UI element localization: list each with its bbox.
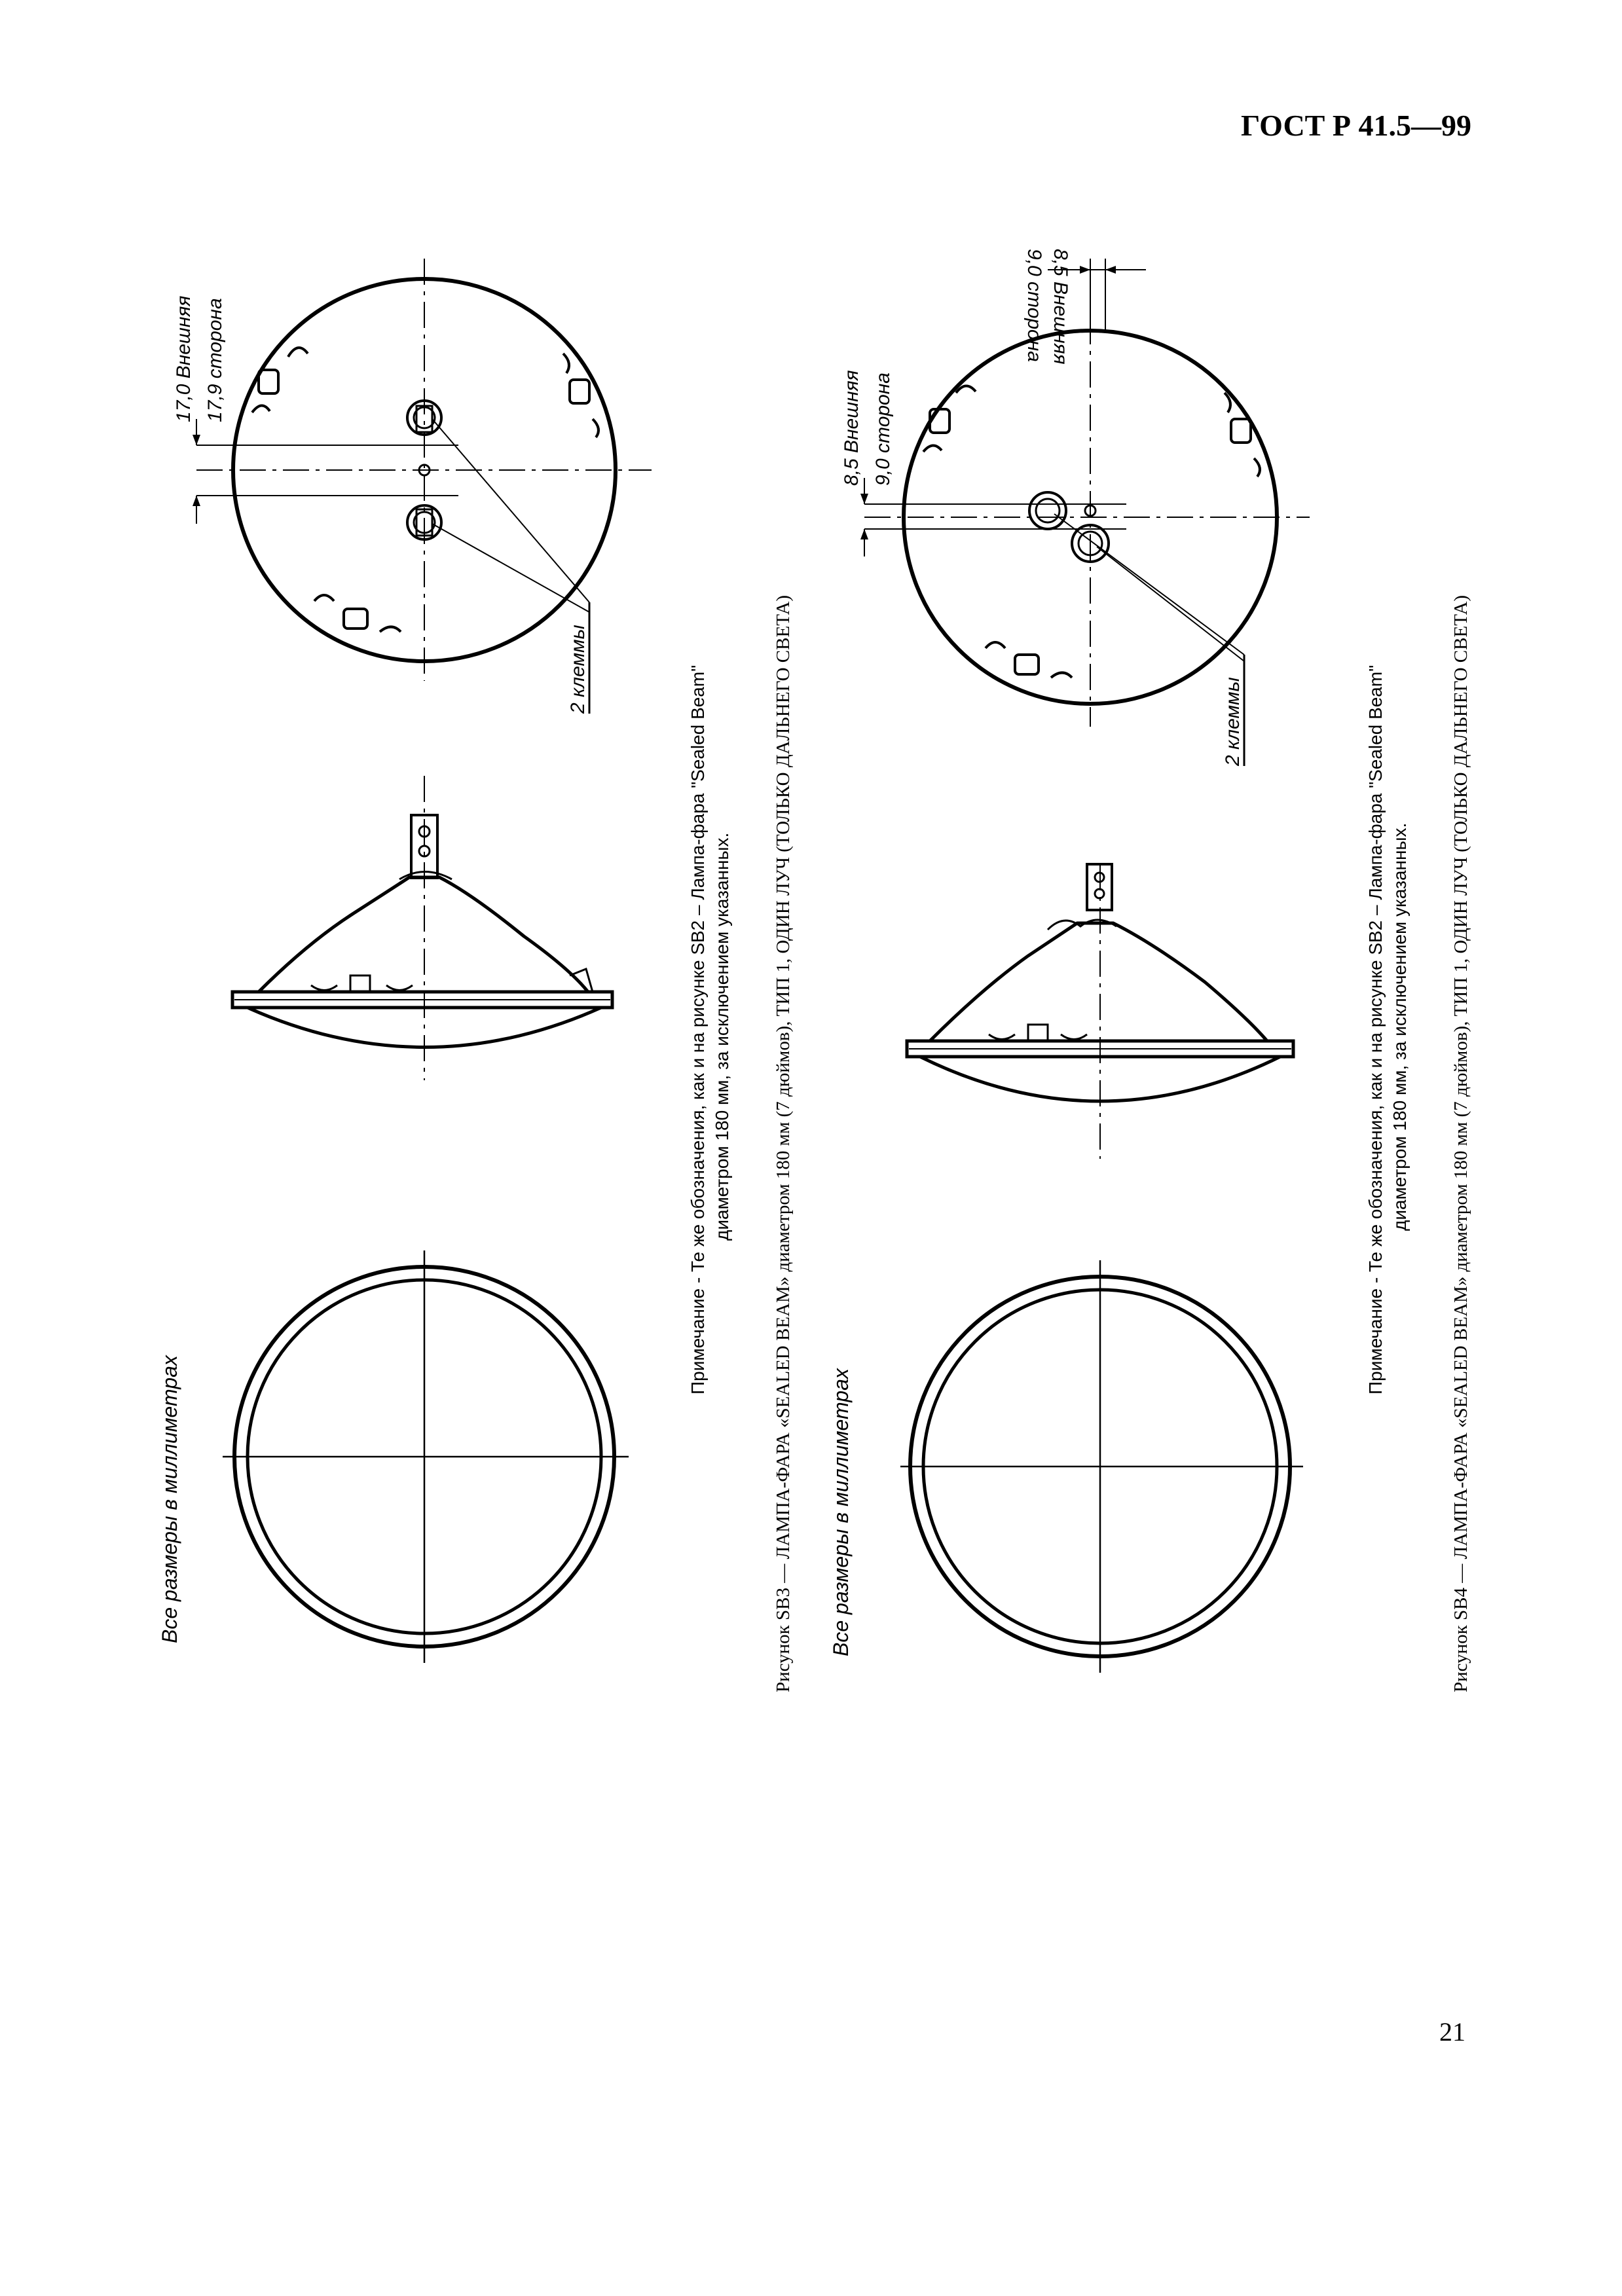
sb3-dim-outer: 17,0 Внешняя: [173, 295, 194, 422]
sb3-side-view: [232, 776, 612, 1080]
figure-sb3: [158, 259, 794, 1692]
sb4-side-view: [907, 864, 1293, 1159]
sb4-dim-top-b: 9,0 сторона: [1023, 249, 1045, 362]
sb3-dim-side: 17,9 сторона: [204, 298, 226, 422]
sb3-front-view: [223, 1250, 629, 1663]
sb3-caption: Рисунок SB3 — ЛАМПА-ФАРА «SEALED BEAM» диаметром 180 мм (7 дюймов), ТИП 1, ОДИН ЛУЧ (ТОЛЬКО ДАЛЬНЕГО СВЕТА): [773, 594, 794, 1692]
sb4-note-line2: диаметром 180 мм, за исключением указанных.: [1390, 822, 1410, 1231]
sb4-note-line1: Примечание - Те же обозначения, как и на рисунке SB2 – Лампа-фара "Sealed Beam": [1365, 665, 1386, 1394]
sb3-units-note: Все размеры в миллиметрах: [158, 1355, 181, 1643]
sb4-dim-outer: 8,5 Внешняя: [841, 370, 862, 486]
page-number: 21: [1439, 2017, 1465, 2047]
sb4-dim-top-a: 8,5 Внешняя: [1050, 249, 1071, 365]
document-header: ГОСТ Р 41.5—99: [1241, 109, 1471, 142]
sb3-note-line2: диаметром 180 мм, за исключением указанных.: [712, 832, 732, 1241]
sb4-units-note: Все размеры в миллиметрах: [829, 1368, 853, 1656]
sb3-terminals-label: 2 клеммы: [567, 625, 589, 714]
sb4-front-view: [900, 1260, 1303, 1673]
sb4-terminals-label: 2 клеммы: [1222, 677, 1244, 766]
sb4-caption: Рисунок SB4 — ЛАМПА-ФАРА «SEALED BEAM» диаметром 180 мм (7 дюймов), ТИП 1, ОДИН ЛУЧ (ТОЛЬКО ДАЛЬНЕГО СВЕТА): [1450, 594, 1471, 1692]
figure-sb4: [829, 249, 1471, 1692]
sb3-note-line1: Примечание - Те же обозначения, как и на рисунке SB2 – Лампа-фара "Sealed Beam": [688, 665, 708, 1394]
sb4-dim-side: 9,0 сторона: [872, 373, 894, 486]
